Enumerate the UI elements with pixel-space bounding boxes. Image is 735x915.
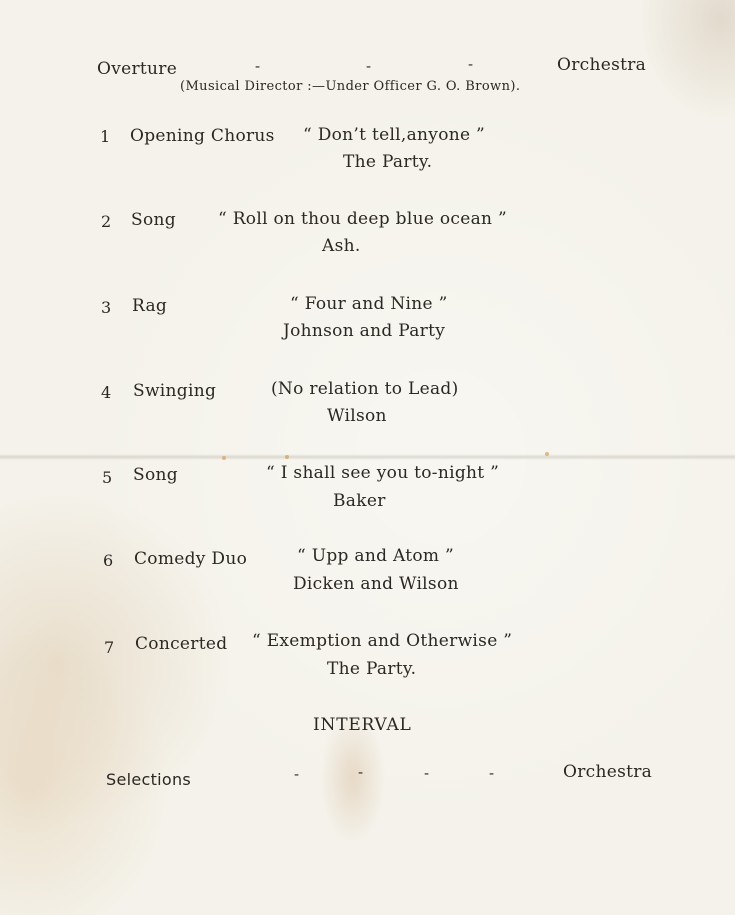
leader-dash: - (294, 765, 300, 783)
item-number: 1 (100, 127, 111, 146)
item-number: 3 (101, 298, 112, 317)
item-type: Opening Chorus (130, 126, 275, 146)
leader-dash: - (366, 57, 372, 75)
overture-performer: Orchestra (557, 55, 647, 75)
musical-director-note: (Musical Director :—Under Officer G. O. Brown). (180, 79, 521, 94)
leader-dash: - (468, 55, 474, 73)
item-title: “ Don’t tell,anyone ” (303, 125, 486, 145)
selections-performer: Orchestra (563, 762, 653, 782)
leader-dash: - (255, 57, 261, 75)
selections-label: Selections (106, 770, 192, 789)
item-number: 5 (102, 468, 113, 487)
leader-dash: - (489, 764, 495, 782)
paper-fold-crease (0, 454, 735, 460)
item-type: Song (131, 210, 176, 230)
item-performer: Wilson (327, 406, 387, 426)
leader-dash: - (358, 763, 364, 781)
item-type: Comedy Duo (134, 549, 248, 569)
item-type: Rag (132, 296, 168, 316)
fold-stain (545, 452, 549, 456)
item-title: “ I shall see you to-night ” (266, 463, 500, 483)
item-number: 7 (104, 638, 115, 657)
fold-stain (222, 456, 226, 460)
item-performer: Johnson and Party (283, 321, 446, 341)
item-title: (No relation to Lead) (271, 379, 459, 399)
leader-dash: - (424, 764, 430, 782)
interval-heading: INTERVAL (313, 715, 412, 735)
item-type: Swinging (133, 381, 217, 401)
item-performer: The Party. (343, 152, 433, 172)
item-type: Song (133, 465, 178, 485)
item-title: “ Four and Nine ” (290, 294, 448, 314)
item-number: 6 (103, 551, 114, 570)
item-performer: Baker (333, 491, 386, 511)
overture-label: Overture (97, 59, 178, 79)
item-title: “ Exemption and Otherwise ” (252, 631, 513, 651)
item-title: “ Upp and Atom ” (297, 546, 455, 566)
item-number: 4 (101, 383, 112, 402)
item-performer: Ash. (322, 236, 361, 256)
item-performer: Dicken and Wilson (293, 574, 459, 594)
item-performer: The Party. (327, 659, 417, 679)
fold-stain (285, 455, 289, 459)
item-number: 2 (101, 212, 112, 231)
item-type: Concerted (135, 634, 228, 654)
item-title: “ Roll on thou deep blue ocean ” (218, 209, 507, 229)
